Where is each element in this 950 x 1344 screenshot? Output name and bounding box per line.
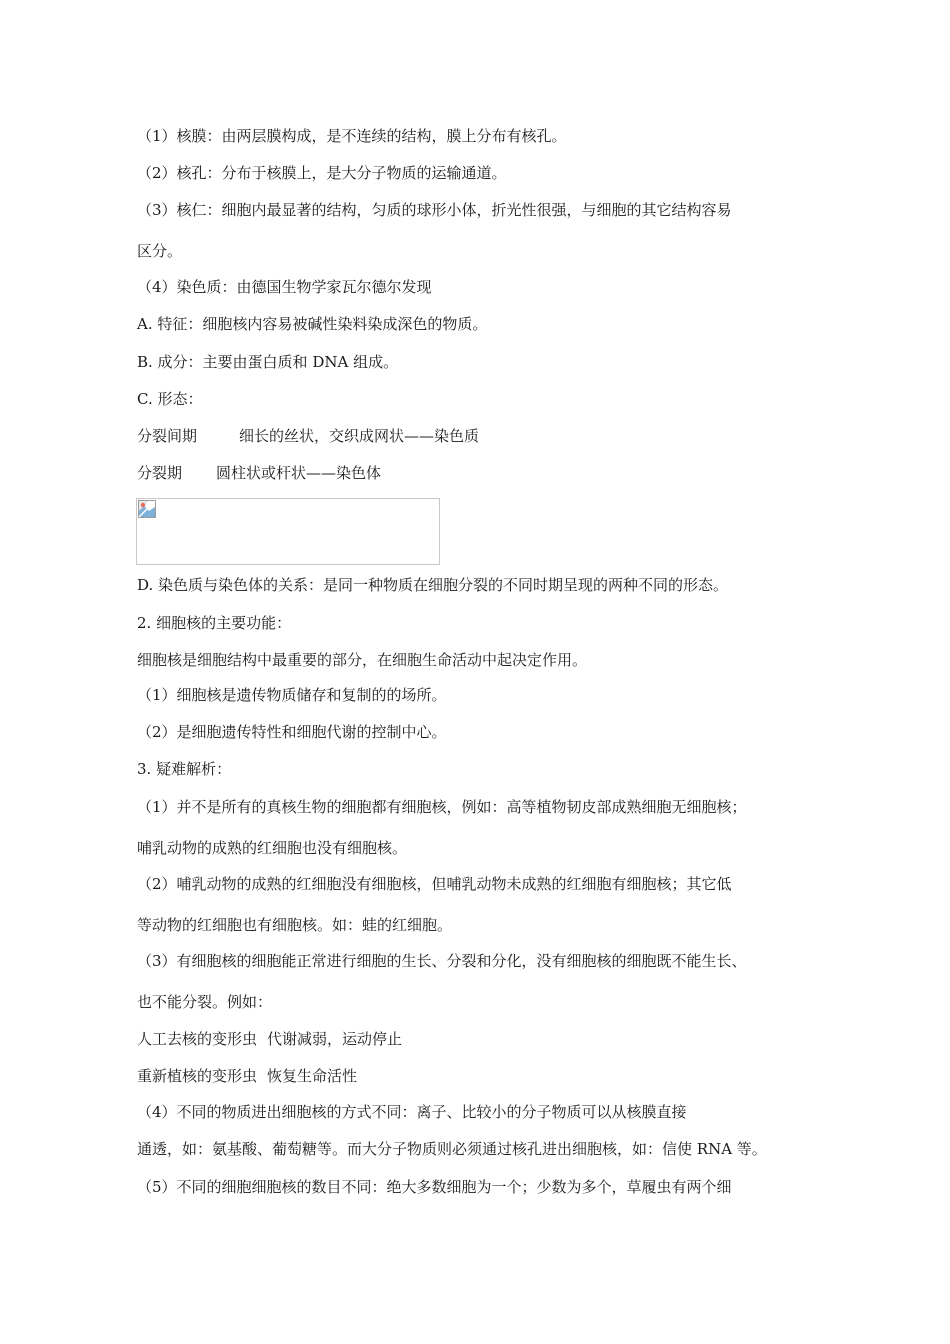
example-replanted-row [137, 1066, 357, 1086]
text-line-relationship: D. 染色质与染色体的关系：是同一种物质在细胞分裂的不同时期呈现的两种不同的形态。 [137, 576, 729, 594]
broken-image-icon [138, 500, 156, 518]
interphase-desc: 细长的丝状，交织成网状——染色质 [239, 427, 480, 445]
replanted-label: 重新植核的变形虫 [137, 1067, 258, 1085]
removed-desc: 代谢减弱，运动停止 [267, 1030, 403, 1048]
text-line-feature: A. 特征：细胞核内容易被碱性染料染成深色的物质。 [137, 315, 488, 333]
text-line-analysis-1: （1）并不是所有的真核生物的细胞都有细胞核，例如：高等植物韧皮部成熟细胞无细胞核； [137, 798, 747, 816]
text-line-nucleolus: （3）核仁：细胞内最显著的结构，匀质的球形小体，折光性很强，与细胞的其它结构容易 [137, 201, 732, 219]
text-line-nucleolus-cont: 区分。 [137, 242, 183, 260]
text-line-nuclear-pore: （2）核孔：分布于核膜上，是大分子物质的运输通道。 [137, 164, 507, 182]
text-line-analysis-3-cont: 也不能分裂。例如： [137, 993, 273, 1011]
text-line-composition: B. 成分：主要由蛋白质和 DNA 组成。 [137, 353, 399, 371]
section-heading-analysis: 3. 疑难解析： [137, 760, 232, 778]
text-line-analysis-4-cont: 通透，如：氨基酸、葡萄糖等。而大分子物质则必须通过核孔进出细胞核，如：信使 RNA 等。 [137, 1140, 767, 1158]
division-desc: 圆柱状或杆状——染色体 [216, 464, 382, 482]
text-line-importance: 细胞核是细胞结构中最重要的部分，在细胞生命活动中起决定作用。 [137, 651, 588, 669]
division-label: 分裂期 [137, 464, 183, 482]
text-line-analysis-1-cont: 哺乳动物的成熟的红细胞也没有细胞核。 [137, 839, 408, 857]
text-line-analysis-3: （3）有细胞核的细胞能正常进行细胞的生长、分裂和分化，没有细胞核的细胞既不能生长、 [137, 952, 747, 970]
morphology-interphase-row [137, 426, 479, 446]
example-removed-row [137, 1029, 402, 1049]
morphology-division-row [137, 463, 381, 483]
text-line-analysis-2-cont: 等动物的红细胞也有细胞核。如：蛙的红细胞。 [137, 916, 453, 934]
broken-image-placeholder [136, 498, 440, 565]
text-line-function-2: （2）是细胞遗传特性和细胞代谢的控制中心。 [137, 723, 447, 741]
text-line-chromatin: （4）染色质：由德国生物学家瓦尔德尔发现 [137, 278, 432, 296]
text-line-nuclear-membrane: （1）核膜：由两层膜构成，是不连续的结构，膜上分布有核孔。 [137, 127, 567, 145]
text-line-analysis-2: （2）哺乳动物的成熟的红细胞没有细胞核，但哺乳动物未成熟的红细胞有细胞核；其它低 [137, 875, 732, 893]
text-line-morphology: C. 形态： [137, 390, 203, 408]
section-heading-functions: 2. 细胞核的主要功能： [137, 614, 292, 632]
replanted-desc: 恢复生命活性 [267, 1067, 358, 1085]
text-line-function-1: （1）细胞核是遗传物质储存和复制的的场所。 [137, 686, 447, 704]
removed-label: 人工去核的变形虫 [137, 1030, 258, 1048]
text-line-analysis-4: （4）不同的物质进出细胞核的方式不同：离子、比较小的分子物质可以从核膜直接 [137, 1103, 687, 1121]
interphase-label: 分裂间期 [137, 427, 198, 445]
text-line-analysis-5: （5）不同的细胞细胞核的数目不同：绝大多数细胞为一个；少数为多个，草履虫有两个细 [137, 1178, 732, 1196]
